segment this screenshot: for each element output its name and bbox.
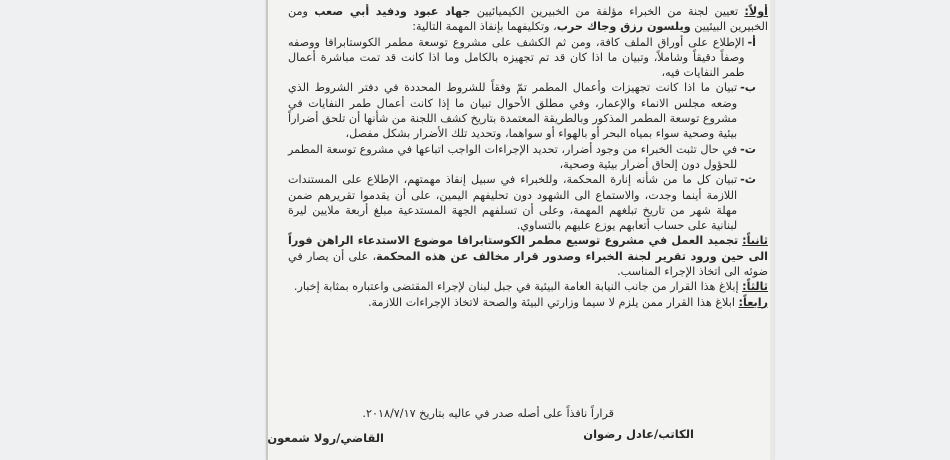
- clerk-signature: الكاتب/عادل رضوان: [583, 427, 694, 441]
- fourth-label: رابعاً:: [738, 295, 768, 309]
- item-d-label: ث-: [740, 173, 756, 187]
- item-a: [288, 35, 768, 81]
- paragraph-fourth: [288, 295, 768, 310]
- first-label: أولاً:: [744, 5, 769, 18]
- first-text-b: ومن الخبيرين البيئيين: [288, 5, 768, 34]
- paragraph-third: [288, 279, 768, 294]
- item-b: [288, 80, 768, 141]
- first-text-c: ، وتكليفهما بإنفاذ المهمة التالية:: [412, 20, 557, 34]
- first-text-a: تعيين لجنة من الخبراء مؤلفة من الخبيرين الكيميائيين: [470, 5, 739, 18]
- first-names-a: جهاد عبود ودفيد أبي صعب: [314, 5, 471, 18]
- page-edge: [266, 0, 268, 460]
- item-a-text: الإطلاع على أوراق الملف كافة، ومن ثم الكشف على مشروع توسعة مطمر الكوستابرافا ووصفه وصفاً دقيقاً وشاملاً، وتبيان ما اذا كان قد تم تجهيزه بالكامل وما اذا كانت قد تمت مباشرة أعمال طمر النفايات فيه،: [288, 35, 745, 80]
- paragraph-second: [288, 233, 768, 279]
- third-text: إبلاغ هذا القرار من جانب النيابة العامة البيئية في جبل لبنان لإجراء المقتضى واعتباره بمثابة إخبار.: [293, 280, 739, 294]
- second-label: ثانياً:: [742, 234, 768, 248]
- document-page: [266, 0, 774, 460]
- item-b-label: ب-: [740, 81, 756, 95]
- third-label: ثالثاً:: [742, 280, 768, 294]
- document-body: [288, 4, 768, 310]
- fourth-text: ابلاغ هذا القرار ممن يلزم لا سيما وزارتي البيئة والصحة لاتخاذ الإجراءات اللازمة.: [368, 295, 735, 309]
- closing-line: قراراً نافذاً على أصله صدر في عاليه بتاريخ ٢٠١٨/٧/١٧.: [362, 407, 614, 420]
- second-text: ، على أن يصار في ضوئه الى اتخاذ الإجراء المناسب.: [288, 249, 768, 279]
- item-a-label: أ-: [747, 35, 756, 49]
- item-d: [288, 172, 768, 233]
- item-d-text: تبيان كل ما من شأنه إنارة المحكمة، وللخبراء في سبيل إنفاذ مهمتهم، الإطلاع على المستندات اللازمة أينما وجدت، والاستماع الى الشهود دون تحليفهم اليمين، على أن يقدموا تقريرهم ضمن مهلة شهر من تاريخ تبلغهم المهمة، وعلى أن تسلفهم الجهة المستدعية مبلغ أربعة ملايين ليرة لبنانية على حساب أتعابهم يوزع عليهم بالتساوي.: [288, 173, 738, 233]
- item-c-text: في حال تثبت الخبراء من وجود أضرار، تحديد الإجراءات الواجب اتباعها في مشروع توسعة المطمر للحؤول دون إلحاق أضرار بيئية وصحية،: [288, 142, 738, 171]
- first-names-b: ويلسون رزق وجاك حرب: [556, 20, 691, 34]
- second-bold-text: تجميد العمل في مشروع توسيع مطمر الكوستابرافا موضوع الاستدعاء الراهن فوراً الى حين ورود تقرير لجنة الخبراء وصدور قرار مخالف عن هذه المحكمة: [288, 234, 768, 263]
- item-c: [288, 142, 768, 173]
- paragraph-first: [288, 4, 768, 35]
- item-b-text: تبيان ما اذا كانت تجهيزات وأعمال المطمر تمّ وفقاً للشروط المحددة في دفتر الشروط الذي وضعه مجلس الانماء والإعمار، وفي مطلق الأحوال تبيان ما إذا كانت أعمال طمر النفايات في مشروع توسعة المطمر المذكور وبالطريقة المعتمدة بتاريخ كشف اللجنة من شأنها أن تلحق أضراراً بيئية وصحية سواء بمياه البحر أو بالهواء أو سواهما، وتحديد تلك الأضرار بشكل مفصل،: [288, 81, 738, 141]
- judge-signature: القاضي/رولا شمعون: [267, 431, 384, 445]
- page-right-edge: [770, 0, 774, 460]
- item-c-label: ت-: [740, 142, 756, 156]
